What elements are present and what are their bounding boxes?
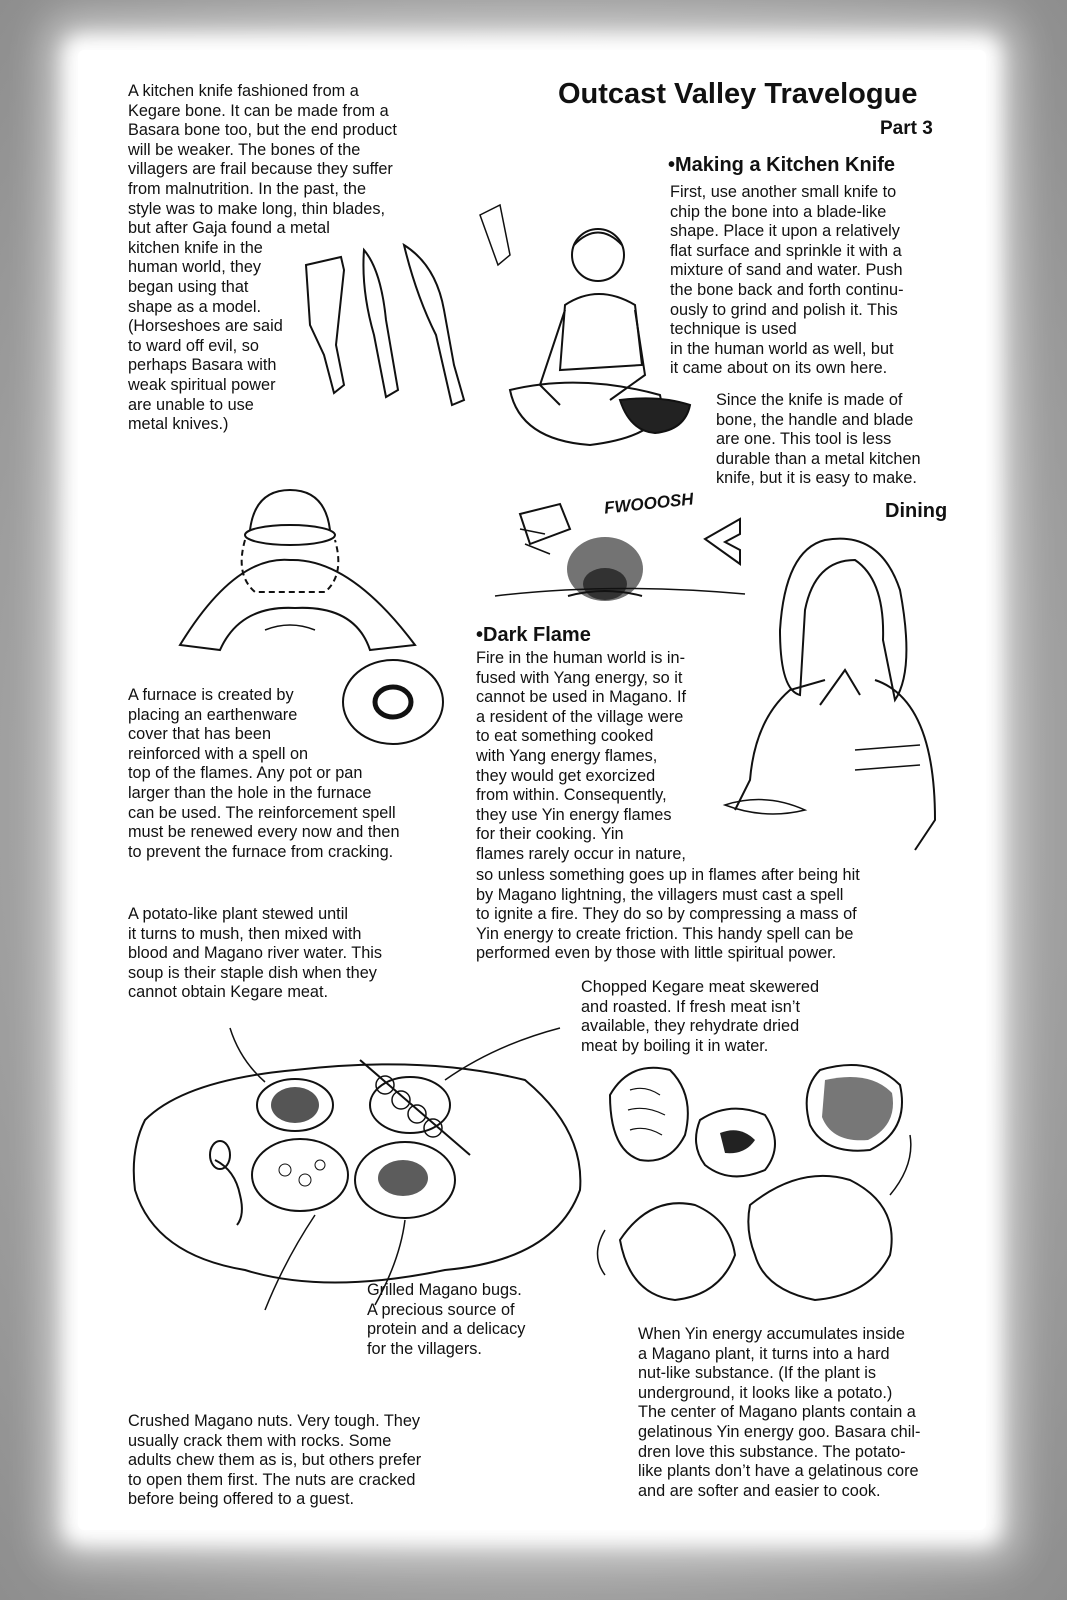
knife-maker-illustration bbox=[470, 195, 700, 465]
page-subtitle: Part 3 bbox=[880, 118, 933, 139]
making-knife-text: First, use another small knife to chip the bone into a blade-like shape. Place it upon a relatively flat surface and sprinkle it with a mixture of sand and water. Push the bone back and forth continu- ously to grind and polish it. This technique is used in the human world as well, but it came about on its own here. bbox=[670, 183, 904, 378]
dining-label: Dining bbox=[885, 500, 948, 522]
sfx-text: FWOOOSH bbox=[603, 489, 695, 518]
knife-durability-text: Since the knife is made of bone, the handle and blade are one. This tool is less durable than a metal kitchen knife, but it is easy to make. bbox=[716, 391, 921, 488]
dark-flame-text: Fire in the human world is in- fused with Yang energy, so it cannot be used in Magano. If a resident of the village were to eat something cooked with Yang energy flames, they would get exorcized from within. Consequently, they use Yin energy flames for their cooking. Yin flames rarely occur in nature, bbox=[476, 649, 686, 863]
dark-flame-heading: •Dark Flame bbox=[476, 624, 591, 646]
kettle-furnace-illustration bbox=[175, 480, 425, 680]
knife-illustrations bbox=[286, 215, 486, 425]
yin-plant-text: When Yin energy accumulates inside a Magano plant, it turns into a hard nut-like substance. (If the plant is underground, it looks like a potato.) The center of Magano plants contain a gelatinous Yin energy goo. Basara chil- dren love this substance. The potato- like plants don’t have a gelatinous core and are softer and easier to cook. bbox=[638, 1325, 921, 1500]
skewer-text: Chopped Kegare meat skewered and roasted. If fresh meat isn’t available, they rehydrate dried meat by boiling it in water. bbox=[581, 978, 820, 1055]
potato-soup-text: A potato-like plant stewed until it turns to mush, then mixed with blood and Magano river water. This soup is their staple dish when they cannot obtain Kegare meat. bbox=[128, 905, 383, 1002]
page-title: Outcast Valley Travelogue bbox=[558, 78, 918, 110]
woman-illustration bbox=[725, 520, 965, 850]
stone-table-illustration bbox=[125, 1020, 595, 1320]
magano-plants-illustration bbox=[600, 1055, 940, 1320]
furnace-text: A furnace is created by placing an earthenware cover that has been reinforced with a spell on top of the flames. Any pot or pan larger than the hole in the furnace can be used. The reinforcement spell must be renewed every now and then to prevent the furnace from cracking. bbox=[128, 686, 400, 861]
nuts-text: Crushed Magano nuts. Very tough. They usually crack them with rocks. Some adults chew them as is, but others prefer to open them first. The nuts are cracked before being offered to a guest. bbox=[128, 1412, 422, 1509]
knife-intro-text: A kitchen knife fashioned from a Kegare bone. It can be made from a Basara bone too, but the end product will be weaker. The bones of the villagers are frail because they suffer from malnutrition. In the past, the style was to make long, thin blades, but after Gaja found a metal kitchen knife in the human world, they began using that shape as a model. (Horseshoes are said to ward off evil, so perhaps Basara with weak spiritual power are unable to use metal knives.) bbox=[128, 82, 397, 434]
making-knife-heading: •Making a Kitchen Knife bbox=[668, 154, 896, 176]
dark-flame-text-wide: so unless something goes up in flames after being hit by Magano lightning, the villagers must cast a spell to ignite a fire. They do so by compressing a mass of Yin energy to create friction. This handy spell can be performed even by those with little spiritual power. bbox=[476, 866, 860, 963]
bugs-text: Grilled Magano bugs. A precious source of protein and a delicacy for the villagers. bbox=[367, 1281, 526, 1358]
